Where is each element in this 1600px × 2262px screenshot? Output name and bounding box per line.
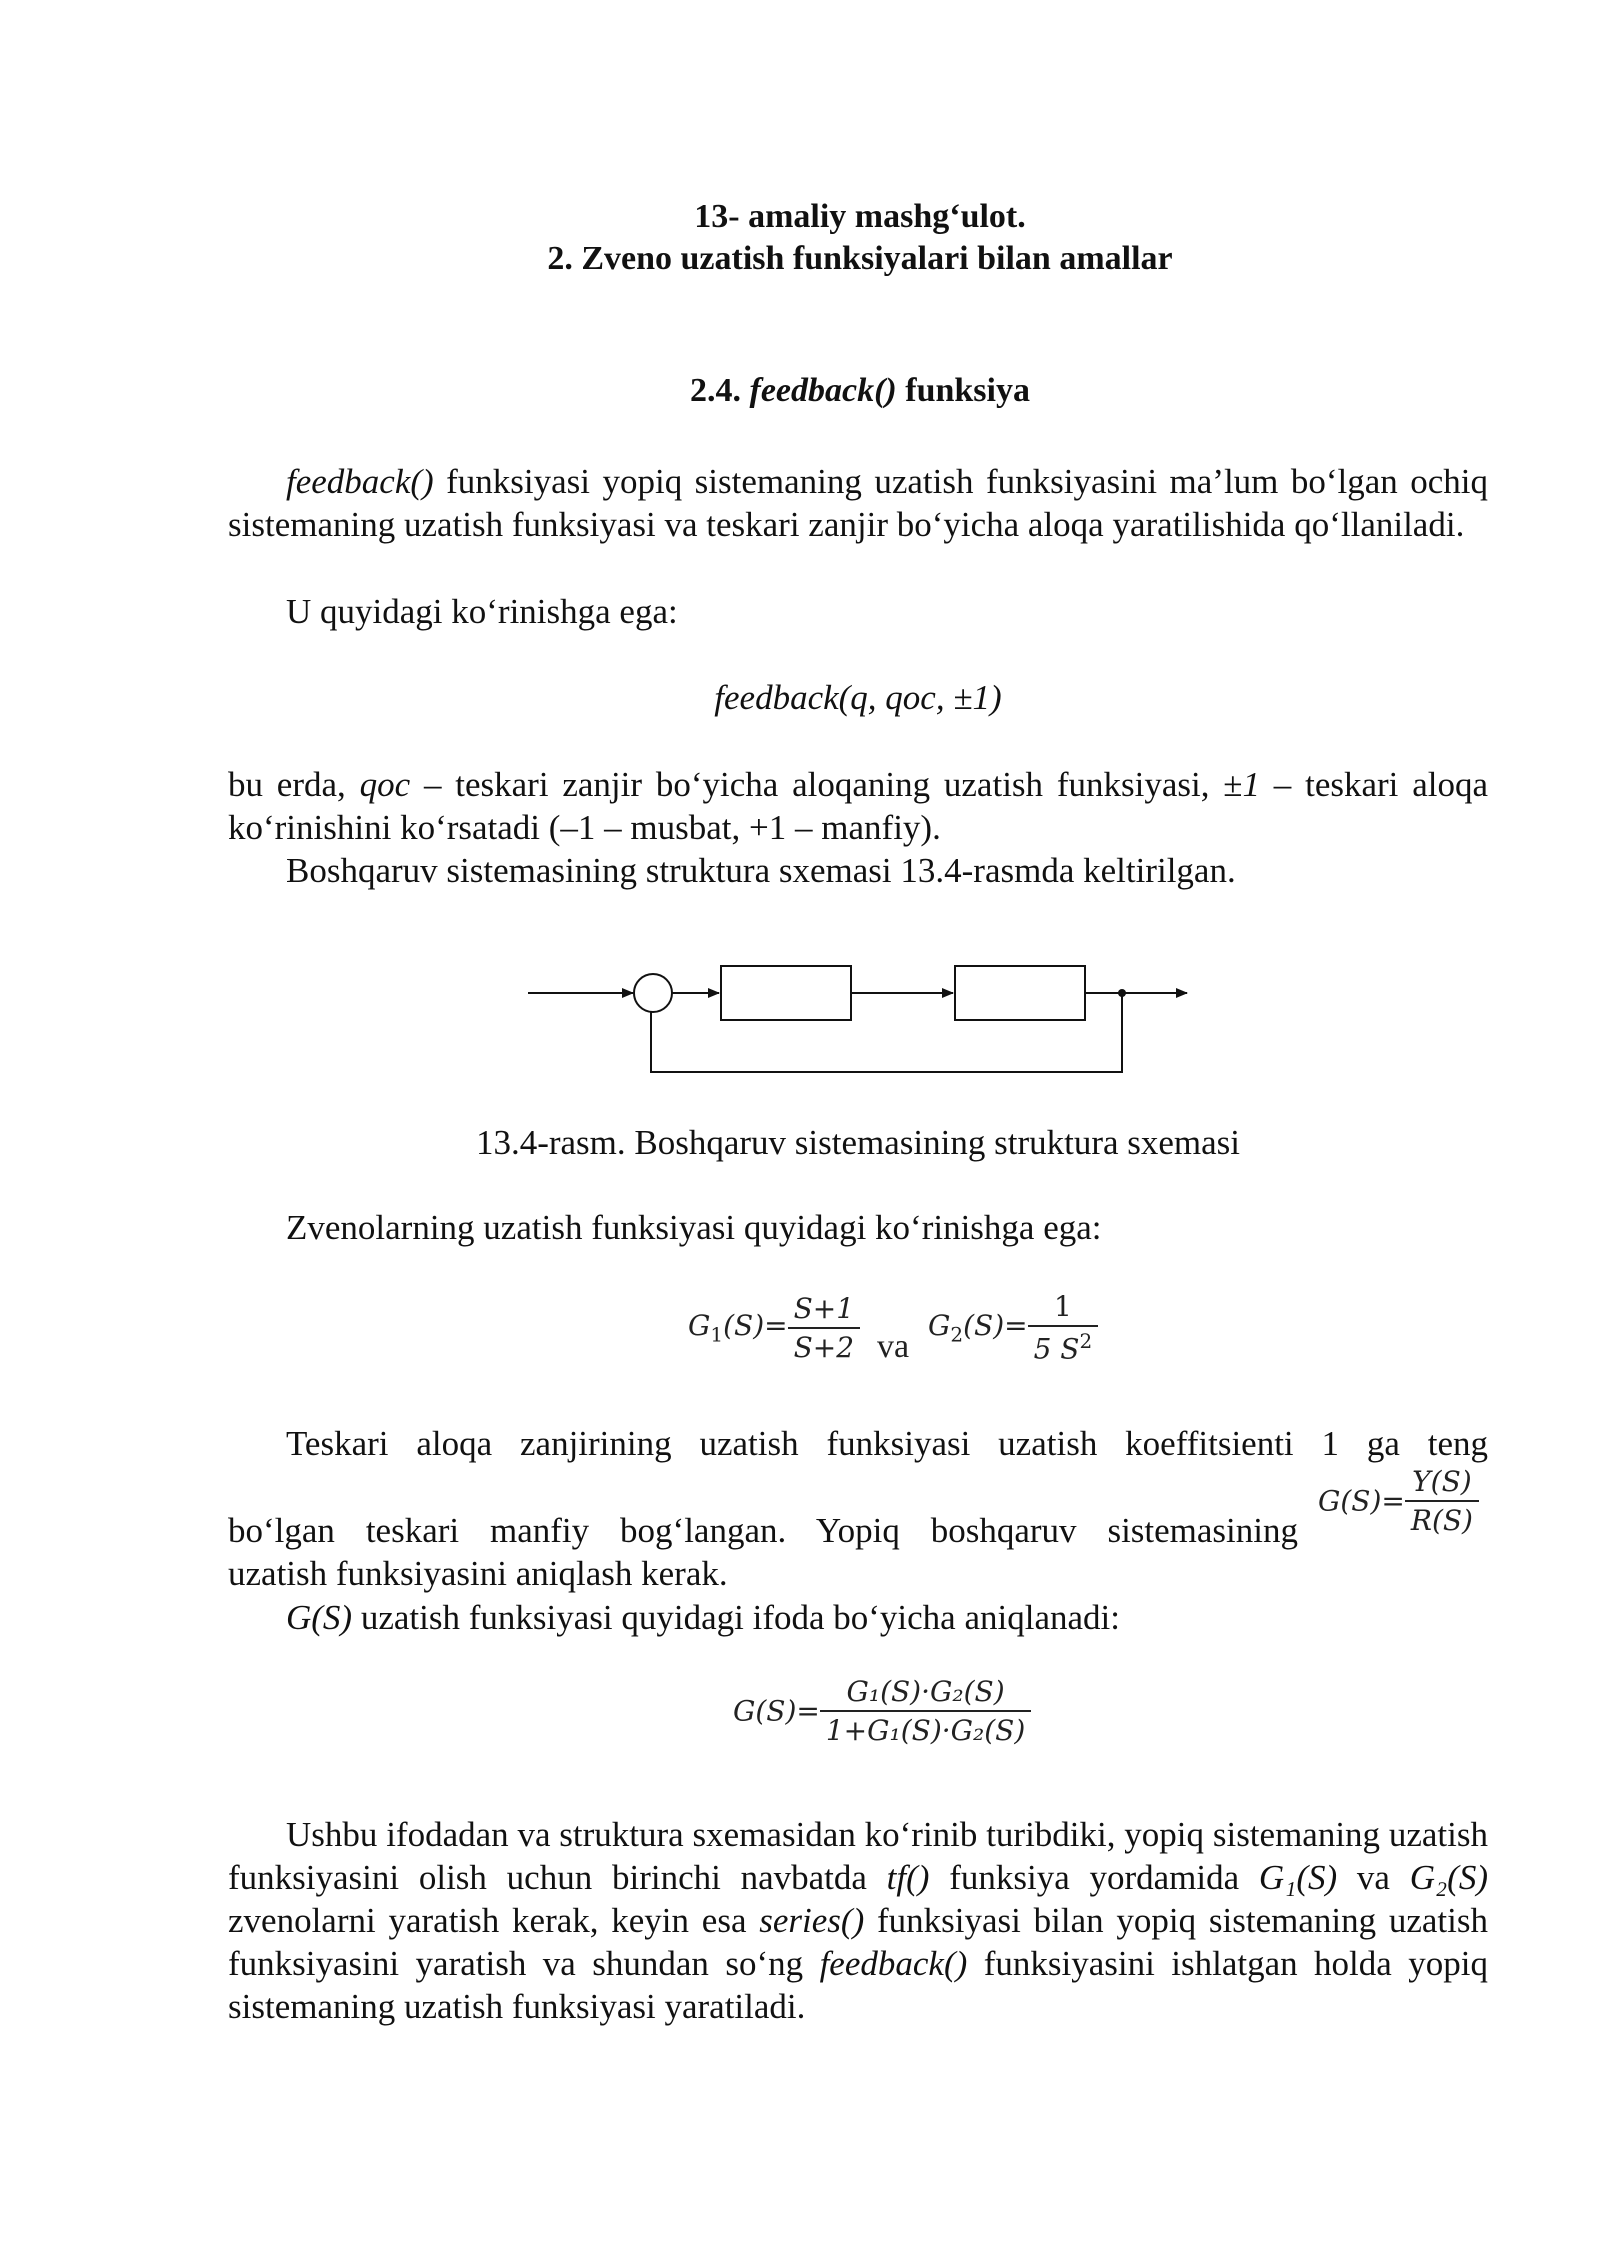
paragraph-conclusion [228,1813,1488,2028]
para3-a: bu erda, [228,765,360,804]
g1-fraction: $\frac{S+1}{S+2}$ [788,1292,860,1364]
para7-gs: G(S) [286,1598,353,1637]
closed-loop-lhs: G(S)= [733,1694,820,1728]
gs-ratio-lhs: G(S)= [1318,1484,1405,1518]
feedback-path [651,993,1122,1072]
block-g2 [955,966,1085,1020]
paragraph-intro [228,460,1488,546]
g2-label: $G_2(S)=$ [927,1308,1028,1347]
para3-qoc: qoc [359,765,411,804]
equation-gs-ratio [1318,1465,1498,1545]
para8-c: va [1337,1858,1410,1897]
g1-label: $G_1(S)=$ [688,1308,788,1347]
feedback-call: feedback(q, qoc, ±1) [714,678,1002,717]
summing-junction [634,974,672,1012]
block-g1 [721,966,851,1020]
paragraph-diagram-ref: Boshqaruv sistemasining struktura sxemasi 13.4-rasmda keltirilgan. [286,851,1236,890]
para8-feedback: feedback() [819,1944,968,1983]
equation-closed-loop [733,1675,1113,1765]
para3-b: – teskari zanjir bo‘yicha aloqaning uzatish funksiyasi, ± [410,765,1243,804]
para6-line3: uzatish funksiyasini aniqlash kerak. [228,1554,728,1593]
para8-b: funksiya yordamida [929,1858,1259,1897]
feedback-formula [228,676,1488,719]
para8-g1: G₁(S) [1258,1858,1338,1897]
para1-text: funksiyasi yopiq sistemaning uzatish funksiyasini ma’lum bo‘lgan ochiq sistemaning uzatish funksiyasi va teskari zanjir bo‘yicha aloqa yaratilishida qo‘llaniladi. [228,462,1488,544]
para3-c: – teskari aloqa ko‘rinishini ko‘rsatadi (–1 – musbat, +1 – manfiy). [228,765,1488,847]
para3-one: 1 [1242,765,1260,804]
figure-caption: 13.4-rasm. Boshqaruv sistemasining struktura sxemasi [475,1123,1241,1162]
para8-d: zvenolarni yaratish kerak, keyin esa [228,1901,760,1940]
para6-line1: Teskari aloqa zanjirining uzatish funksiyasi uzatish koeffitsienti 1 ga teng [286,1424,1488,1463]
para8-series: series() [759,1901,865,1940]
paragraph-gs-definition [286,1596,1486,1639]
equation-g1-g2 [688,1290,1108,1380]
practice-title: 13- amaliy mashg‘ulot. [694,198,1026,235]
gs-ratio-fraction: $\frac{Y(S)}{R(S)}$ [1405,1465,1479,1537]
g2-fraction: $\frac{1}{5 S^2}$ [1028,1290,1099,1365]
paragraph-form: U quyidagi ko‘rinishga ega: [286,592,678,631]
para8-e: funksiyasi bilan yopiq sistemaning uzatish funksiyasini yaratish va shundan so‘ng [228,1901,1488,1983]
section-word: funksiya [896,372,1030,409]
closed-loop-fraction: $\frac{\text{G₁(S)·G₂(S)}}{\text{1+G₁(S)·G₂(S)}}$ [820,1675,1031,1747]
para6-line2: bo‘lgan teskari manfiy bog‘langan. Yopiq boshqaruv sistemasining [228,1511,1298,1550]
para8-f: funksiyasini ishlatgan holda yopiq sistemaning uzatish funksiyasi yaratiladi. [228,1944,1488,2026]
para1-func: feedback() [286,462,434,501]
section-heading [0,372,1600,410]
para7-text: uzatish funksiyasi quyidagi ifoda bo‘yicha aniqlanadi: [352,1598,1120,1637]
section-func: feedback() [749,372,897,409]
para8-a: Ushbu ifodadan va struktura sxemasidan ko‘rinib turibdiki, yopiq sistemaning uzatish funksiyasini olish uchun birinchi navbatda [228,1815,1488,1897]
paragraph-links: Zvenolarning uzatish funksiyasi quyidagi ko‘rinishga ega: [286,1208,1102,1247]
chapter-title: 2. Zveno uzatish funksiyalari bilan amallar [547,240,1173,277]
va-word: va [876,1328,910,1366]
section-number: 2.4. [690,372,750,409]
para8-tf: tf() [886,1858,930,1897]
para8-g2: G₂(S) [1409,1858,1488,1897]
paragraph-where [228,763,1488,849]
branch-point [1118,989,1126,997]
